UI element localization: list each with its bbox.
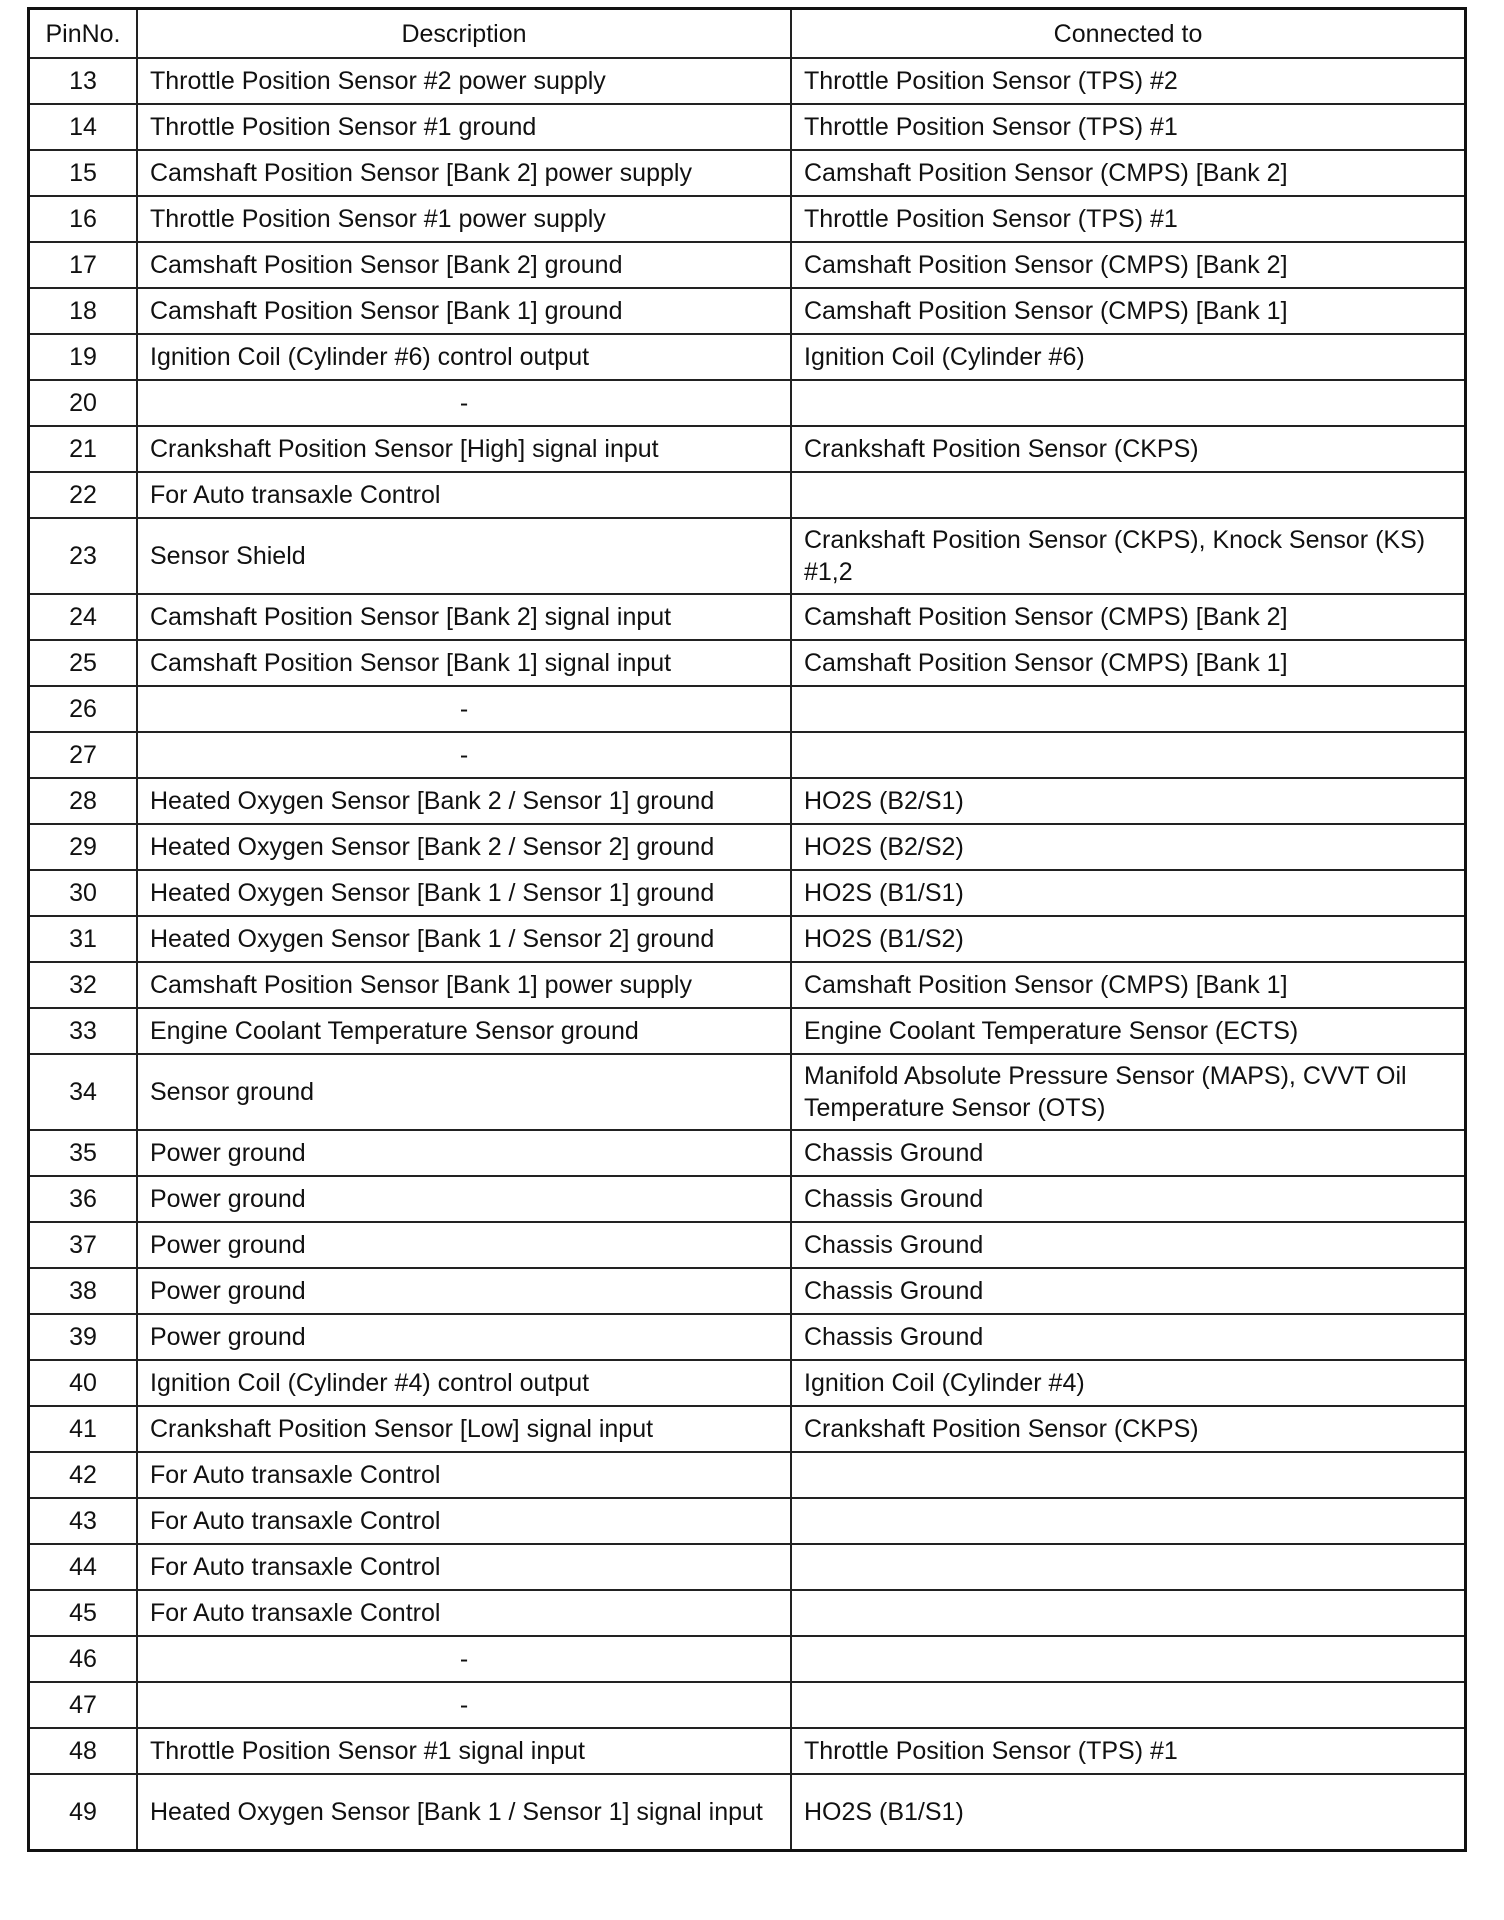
- connected-to-cell: [791, 1452, 1466, 1498]
- table-row: [29, 1176, 1466, 1222]
- pin-cell: 18: [29, 288, 138, 334]
- connected-to-cell: [791, 1544, 1466, 1590]
- connected-to-cell: HO2S (B1/S2): [791, 916, 1466, 962]
- pin-cell: 45: [29, 1590, 138, 1636]
- connected-to-cell: Crankshaft Position Sensor (CKPS), Knock Sensor (KS) #1,2: [791, 518, 1466, 594]
- table-row: [29, 472, 1466, 518]
- connected-to-cell: HO2S (B2/S1): [791, 778, 1466, 824]
- description-cell: Heated Oxygen Sensor [Bank 1 / Sensor 2] ground: [137, 916, 791, 962]
- pin-cell: 23: [29, 518, 138, 594]
- description-cell: For Auto transaxle Control: [137, 1544, 791, 1590]
- header-pin-no: PinNo.: [29, 9, 138, 59]
- table-row: [29, 824, 1466, 870]
- connected-to-cell: Camshaft Position Sensor (CMPS) [Bank 1]: [791, 962, 1466, 1008]
- pin-cell: 44: [29, 1544, 138, 1590]
- connected-to-cell: Throttle Position Sensor (TPS) #1: [791, 1728, 1466, 1774]
- table-row: [29, 1314, 1466, 1360]
- pin-cell: 21: [29, 426, 138, 472]
- description-cell: Heated Oxygen Sensor [Bank 1 / Sensor 1] ground: [137, 870, 791, 916]
- description-cell: -: [137, 380, 791, 426]
- header-description: Description: [137, 9, 791, 59]
- connected-to-cell: HO2S (B2/S2): [791, 824, 1466, 870]
- description-cell: -: [137, 686, 791, 732]
- connected-to-cell: [791, 380, 1466, 426]
- table-row: [29, 916, 1466, 962]
- description-cell: For Auto transaxle Control: [137, 1452, 791, 1498]
- table-row: [29, 1682, 1466, 1728]
- description-cell: Ignition Coil (Cylinder #6) control output: [137, 334, 791, 380]
- connected-to-cell: Throttle Position Sensor (TPS) #1: [791, 196, 1466, 242]
- description-cell: Ignition Coil (Cylinder #4) control output: [137, 1360, 791, 1406]
- table-row: [29, 58, 1466, 104]
- description-cell: Sensor ground: [137, 1054, 791, 1130]
- table-row: [29, 196, 1466, 242]
- pin-cell: 14: [29, 104, 138, 150]
- pin-cell: 24: [29, 594, 138, 640]
- pin-cell: 29: [29, 824, 138, 870]
- description-cell: For Auto transaxle Control: [137, 1590, 791, 1636]
- pin-cell: 48: [29, 1728, 138, 1774]
- description-cell: Power ground: [137, 1314, 791, 1360]
- pin-cell: 26: [29, 686, 138, 732]
- table-body: [29, 58, 1466, 1851]
- description-cell: Heated Oxygen Sensor [Bank 2 / Sensor 2] ground: [137, 824, 791, 870]
- pin-cell: 42: [29, 1452, 138, 1498]
- header-connected-to: Connected to: [791, 9, 1466, 59]
- table-row: [29, 1130, 1466, 1176]
- pin-cell: 16: [29, 196, 138, 242]
- connected-to-cell: [791, 472, 1466, 518]
- pin-cell: 36: [29, 1176, 138, 1222]
- pin-cell: 27: [29, 732, 138, 778]
- pin-cell: 43: [29, 1498, 138, 1544]
- pin-cell: 30: [29, 870, 138, 916]
- pin-cell: 40: [29, 1360, 138, 1406]
- description-cell: Camshaft Position Sensor [Bank 2] power supply: [137, 150, 791, 196]
- description-cell: -: [137, 732, 791, 778]
- connected-to-cell: Camshaft Position Sensor (CMPS) [Bank 2]: [791, 150, 1466, 196]
- description-cell: Heated Oxygen Sensor [Bank 2 / Sensor 1] ground: [137, 778, 791, 824]
- connected-to-cell: Camshaft Position Sensor (CMPS) [Bank 1]: [791, 288, 1466, 334]
- table-row: [29, 426, 1466, 472]
- table-row: [29, 150, 1466, 196]
- description-cell: Power ground: [137, 1268, 791, 1314]
- table-row: [29, 288, 1466, 334]
- connected-to-cell: Throttle Position Sensor (TPS) #1: [791, 104, 1466, 150]
- table-row: [29, 870, 1466, 916]
- connected-to-cell: [791, 1682, 1466, 1728]
- pin-table: [27, 7, 1467, 1852]
- connected-to-cell: Chassis Ground: [791, 1176, 1466, 1222]
- connected-to-cell: Engine Coolant Temperature Sensor (ECTS): [791, 1008, 1466, 1054]
- description-cell: Camshaft Position Sensor [Bank 2] signal input: [137, 594, 791, 640]
- description-cell: Power ground: [137, 1130, 791, 1176]
- connected-to-cell: Manifold Absolute Pressure Sensor (MAPS), CVVT Oil Temperature Sensor (OTS): [791, 1054, 1466, 1130]
- pin-cell: 46: [29, 1636, 138, 1682]
- table-row: [29, 1406, 1466, 1452]
- table-row: [29, 1590, 1466, 1636]
- description-cell: -: [137, 1682, 791, 1728]
- description-cell: Camshaft Position Sensor [Bank 1] signal input: [137, 640, 791, 686]
- pin-cell: 32: [29, 962, 138, 1008]
- table-row: [29, 334, 1466, 380]
- pin-cell: 38: [29, 1268, 138, 1314]
- connected-to-cell: Throttle Position Sensor (TPS) #2: [791, 58, 1466, 104]
- table-row: [29, 242, 1466, 288]
- description-cell: Engine Coolant Temperature Sensor ground: [137, 1008, 791, 1054]
- connected-to-cell: Camshaft Position Sensor (CMPS) [Bank 2]: [791, 242, 1466, 288]
- description-cell: -: [137, 1636, 791, 1682]
- description-cell: Throttle Position Sensor #2 power supply: [137, 58, 791, 104]
- description-cell: Camshaft Position Sensor [Bank 2] ground: [137, 242, 791, 288]
- table-row: [29, 1774, 1466, 1851]
- pin-cell: 13: [29, 58, 138, 104]
- pin-cell: 33: [29, 1008, 138, 1054]
- pin-cell: 25: [29, 640, 138, 686]
- pin-cell: 20: [29, 380, 138, 426]
- pin-cell: 19: [29, 334, 138, 380]
- pin-cell: 49: [29, 1774, 138, 1851]
- table-row: [29, 1360, 1466, 1406]
- description-cell: For Auto transaxle Control: [137, 1498, 791, 1544]
- table-row: [29, 1008, 1466, 1054]
- pin-cell: 41: [29, 1406, 138, 1452]
- table-row: [29, 1054, 1466, 1130]
- description-cell: Throttle Position Sensor #1 power supply: [137, 196, 791, 242]
- connected-to-cell: Chassis Ground: [791, 1130, 1466, 1176]
- connected-to-cell: Chassis Ground: [791, 1268, 1466, 1314]
- pin-cell: 34: [29, 1054, 138, 1130]
- connected-to-cell: Camshaft Position Sensor (CMPS) [Bank 1]: [791, 640, 1466, 686]
- description-cell: Throttle Position Sensor #1 ground: [137, 104, 791, 150]
- connected-to-cell: Crankshaft Position Sensor (CKPS): [791, 1406, 1466, 1452]
- pin-cell: 39: [29, 1314, 138, 1360]
- connected-to-cell: HO2S (B1/S1): [791, 1774, 1466, 1851]
- table-row: [29, 732, 1466, 778]
- description-cell: Power ground: [137, 1222, 791, 1268]
- description-cell: Crankshaft Position Sensor [High] signal input: [137, 426, 791, 472]
- pin-cell: 17: [29, 242, 138, 288]
- pin-cell: 15: [29, 150, 138, 196]
- connected-to-cell: Crankshaft Position Sensor (CKPS): [791, 426, 1466, 472]
- connected-to-cell: Chassis Ground: [791, 1222, 1466, 1268]
- table-row: [29, 962, 1466, 1008]
- connected-to-cell: [791, 1636, 1466, 1682]
- description-cell: Power ground: [137, 1176, 791, 1222]
- table-row: [29, 518, 1466, 594]
- pin-cell: 35: [29, 1130, 138, 1176]
- description-cell: For Auto transaxle Control: [137, 472, 791, 518]
- pin-cell: 31: [29, 916, 138, 962]
- table-row: [29, 686, 1466, 732]
- connected-to-cell: Camshaft Position Sensor (CMPS) [Bank 2]: [791, 594, 1466, 640]
- table-row: [29, 1728, 1466, 1774]
- table-row: [29, 1222, 1466, 1268]
- table-row: [29, 1268, 1466, 1314]
- connected-to-cell: [791, 732, 1466, 778]
- connected-to-cell: Ignition Coil (Cylinder #4): [791, 1360, 1466, 1406]
- table-row: [29, 1498, 1466, 1544]
- description-cell: Throttle Position Sensor #1 signal input: [137, 1728, 791, 1774]
- table-row: [29, 104, 1466, 150]
- table-row: [29, 1544, 1466, 1590]
- table-row: [29, 640, 1466, 686]
- description-cell: Camshaft Position Sensor [Bank 1] power supply: [137, 962, 791, 1008]
- connected-to-cell: [791, 1498, 1466, 1544]
- connected-to-cell: Chassis Ground: [791, 1314, 1466, 1360]
- connected-to-cell: [791, 686, 1466, 732]
- table-row: [29, 594, 1466, 640]
- table-row: [29, 778, 1466, 824]
- table-row: [29, 1636, 1466, 1682]
- pin-cell: 22: [29, 472, 138, 518]
- connected-to-cell: [791, 1590, 1466, 1636]
- connected-to-cell: HO2S (B1/S1): [791, 870, 1466, 916]
- description-cell: Crankshaft Position Sensor [Low] signal input: [137, 1406, 791, 1452]
- pin-cell: 37: [29, 1222, 138, 1268]
- pin-cell: 28: [29, 778, 138, 824]
- table-row: [29, 1452, 1466, 1498]
- table-row: [29, 380, 1466, 426]
- description-cell: Sensor Shield: [137, 518, 791, 594]
- table-header-row: [29, 9, 1466, 59]
- pin-cell: 47: [29, 1682, 138, 1728]
- description-cell: Heated Oxygen Sensor [Bank 1 / Sensor 1] signal input: [137, 1774, 791, 1851]
- description-cell: Camshaft Position Sensor [Bank 1] ground: [137, 288, 791, 334]
- connected-to-cell: Ignition Coil (Cylinder #6): [791, 334, 1466, 380]
